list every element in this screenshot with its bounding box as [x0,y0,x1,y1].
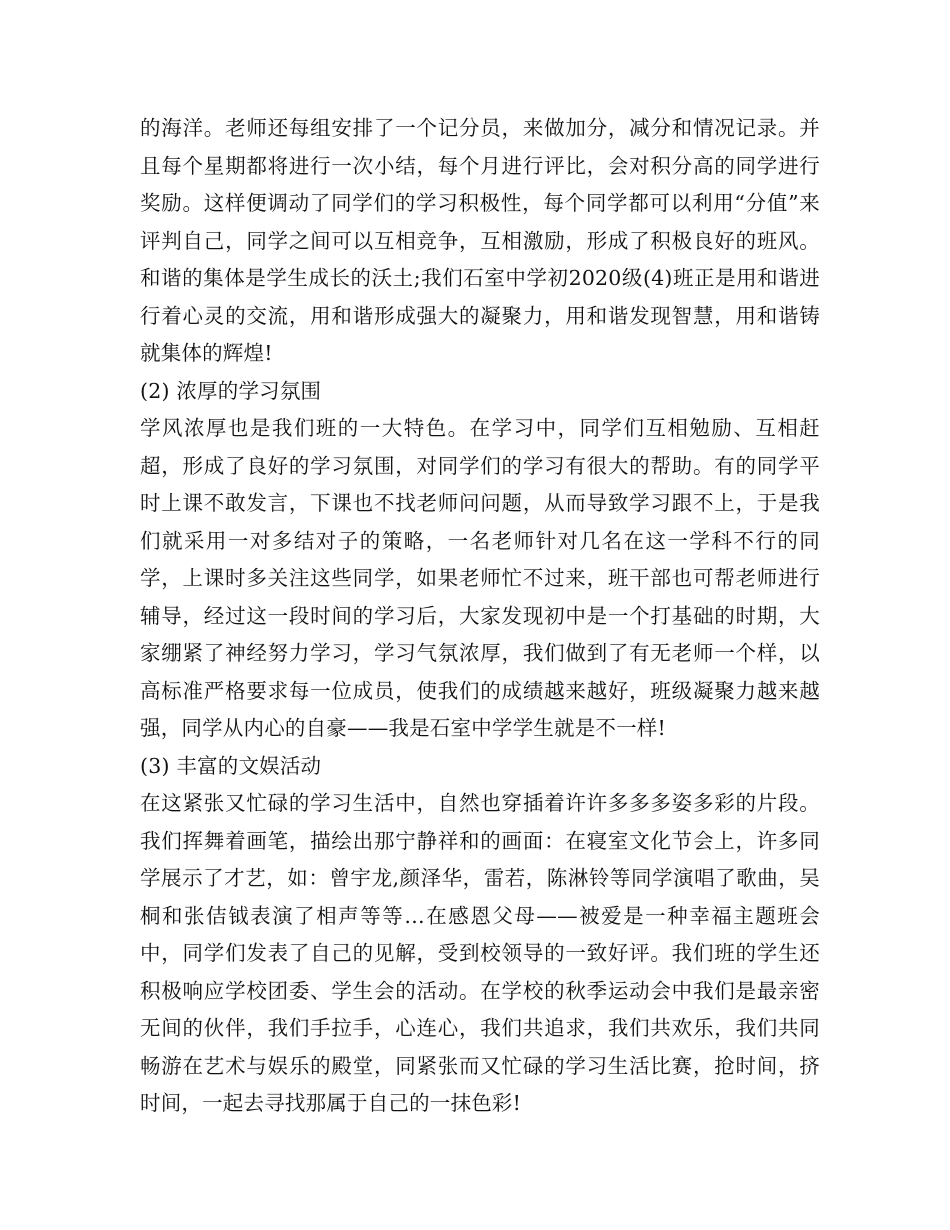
document-body [140,110,820,1123]
paragraph-activities: 在这紧张又忙碌的学习生活中，自然也穿插着许许多多多姿多彩的片段。我们挥舞着画笔，描绘出那宁静祥和的画面：在寝室文化节会上，许多同学展示了才艺，如：曾宇龙,颜泽华，雷若，陈淋铃等同学演唱了歌曲，吴桐和张佶钺表演了相声等等…在感恩父母——被爱是一种幸福主题班会中，同学们发表了自己的见解，受到校领导的一致好评。我们班的学生还积极响应学校团委、学生会的活动。在学校的秋季运动会中我们是最亲密无间的伙伴，我们手拉手，心连心，我们共追求，我们共欢乐，我们共同畅游在艺术与娱乐的殿堂，同紧张而又忙碌的学习生活比赛，抢时间，挤时间，一起去寻找那属于自己的一抹色彩! [140,791,820,1115]
paragraph-class-harmony: 的海洋。老师还每组安排了一个记分员，来做加分，减分和情况记录。并且每个星期都将进行一次小结，每个月进行评比，会对积分高的同学进行奖励。这样便调动了同学们的学习积极性，每个同学都可以利用“分值”来评判自己，同学之间可以互相竞争，互相激励，形成了积极良好的班风。和谐的集体是学生成长的沃土;我们石室中学初2020级(4)班正是用和谐进行着心灵的交流，用和谐形成强大的凝聚力，用和谐发现智慧，用和谐铸就集体的辉煌! [140,116,820,365]
paragraph-study-atmosphere: 学风浓厚也是我们班的一大特色。在学习中，同学们互相勉励、互相赶超，形成了良好的学习氛围，对同学们的学习有很大的帮助。有的同学平时上课不敢发言，下课也不找老师问问题，从而导致学习跟不上，于是我们就采用一对多结对子的策略，一名老师针对几名在这一学科不行的同学，上课时多关注这些同学，如果老师忙不过来，班干部也可帮老师进行辅导，经过这一段时间的学习后，大家发现初中是一个打基础的时期，大家绷紧了神经努力学习，学习气氛浓厚，我们做到了有无老师一个样，以高标准严格要求每一位成员，使我们的成绩越来越好，班级凝聚力越来越强，同学从内心的自豪——我是石室中学学生就是不一样! [140,416,820,740]
section-heading-study-atmosphere: (2) 浓厚的学习氛围 [140,378,322,403]
section-heading-activities: (3) 丰富的文娱活动 [140,753,322,778]
